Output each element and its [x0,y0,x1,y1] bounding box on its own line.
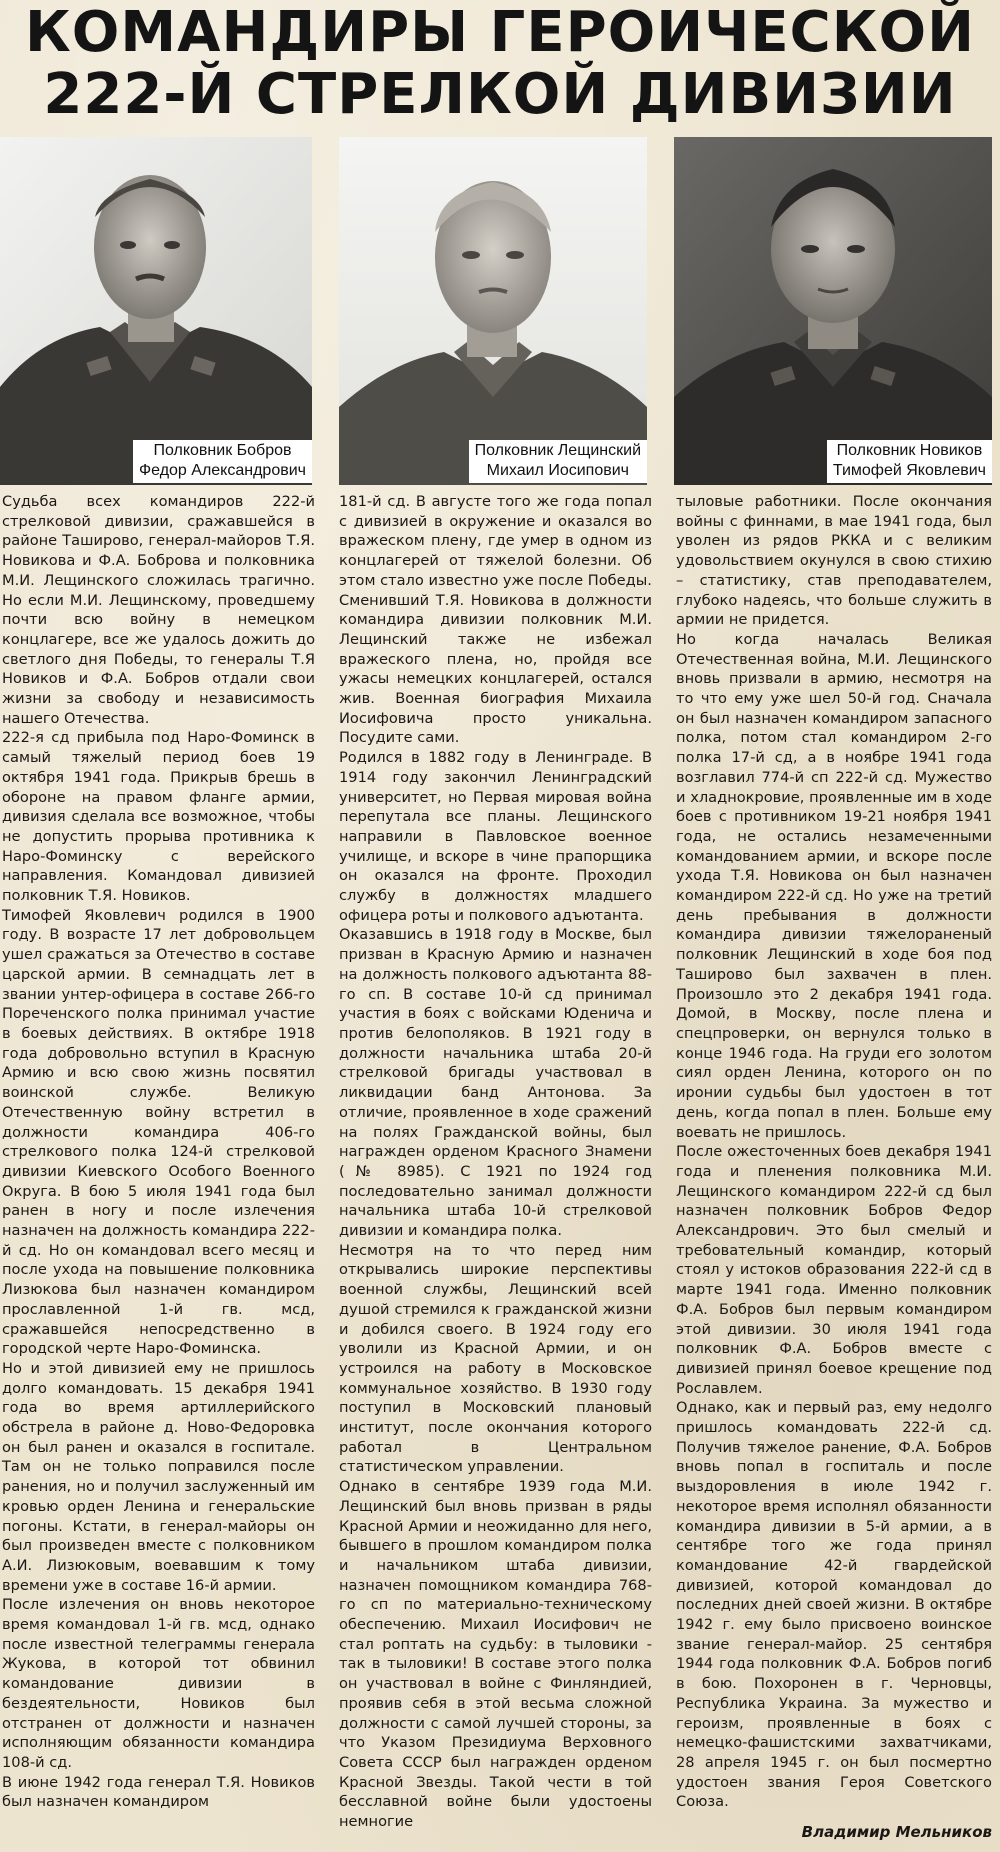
portrait-leshchinsky-image [339,137,647,485]
photo-caption-bobrov [133,440,312,483]
paragraph: Но когда началась Великая Отечественная война, М.И. Лещинского вновь призвали в армию, несмотря на то что ему уже шел 50-й год. Сначала он был назначен командиром запасного полка, потом стал командиром 2-го полка 17-й сд, а в ноябре 1941 года возглавил 774-й сп 222-й сд. Мужество и хладнокровие, проявленные им в ходе боев с противником 19-21 ноября 1941 года, не остались незамеченными командованием армии, и вскоре после ухода Т.Я. Новикова он был назначен командиром 222-й сд. Но уже на третий день пребывания в должности командира дивизии тяжелораненый полковник Лещинский в ходе боя под Таширово был захвачен в плен. Произошло это 2 декабря 1941 года. Домой, в Москву, после плена и спецпроверки, он вернулся только в конце 1946 года. На груди его золотом сиял орден Ленина, которого он по иронии судьбы был удостоен в тот день, когда попал в плен. Больше ему воевать не пришлось. [676,630,992,1141]
article-column-1 [2,492,315,1822]
photo-caption-leshchinsky [469,440,647,483]
portrait-novikov-image [674,137,992,485]
title-line-2: 222-Й СТРЕЛКОЙ ДИВИЗИИ [43,62,957,127]
page-title [0,2,1000,126]
portrait-photo-novikov [674,137,992,485]
paragraph: Сменивший Т.Я. Новикова в должности командира дивизии полковник М.И. Лещинский также не избежал вражеского плена, но, пройдя все ужасы немецких концлагерей, остался жив. Военная биография Михаила Иосифовича просто уникальна. Посудите сами. [339,591,652,747]
article-column-3 [676,492,992,1811]
paragraph: 181-й сд. В августе того же года попал с дивизией в окружение и оказался во вражеском плену, где умер в одном из концлагерей от тяжелой болезни. Об этом стало известно уже после Победы. [339,493,652,589]
paragraph: В июне 1942 года генерал Т.Я. Новиков был назначен командиром [2,1773,315,1811]
paragraph: Оказавшись в 1918 году в Москве, был призван в Красную Армию и назначен на должность полкового адъютанта 88-го сп. В составе 10-й сд принимал участия в боях с войсками Юденича и против белополяков. В 1921 году в должности начальника штаба 20-й стрелковой бригады участвовал в ликвидации банд Антонова. За отличие, проявленное в ходе сражений на полях Гражданской войны, был награжден орденом Красного Знамени (№ 8985). С 1921 по 1924 год последовательно занимал должности начальника штаба 10-й стрелковой дивизии и командира полка. [339,926,652,1240]
author-byline: Владимир Мельников [801,1823,992,1841]
paragraph: Судьба всех командиров 222-й стрелковой дивизии, сражавшейся в районе Таширово, генерал-майоров Т.Я. Новикова и Ф.А. Боброва и полковника М.И. Лещинского сложилась трагично. Но если М.И. Лещинскому, проведшему почти всю войну в немецком концлагере, все же удалось дожить до светлого дня Победы, то генералы Т.Я Новиков и Ф.А. Бобров отдали свои жизни за свободу и независимость нашего Отечества. [2,493,315,727]
caption-rank: Полковник Лещинский [474,442,641,459]
paragraph: Но и этой дивизией ему не пришлось долго командовать. 15 декабря 1941 года во время артиллерийского обстрела в районе д. Ново-Федоровка он был ранен и оказался в госпитале. Там он не только поправился после ранения, но и получил заслуженный им кровью орден Ленина и генеральские погоны. Кстати, в генерал-майоры он был произведен вместе с полковником А.И. Лизюковым, воевавшим к тому времени уже в составе 16-й армии. [2,1359,315,1594]
paragraph: тыловые работники. После окончания войны с финнами, в мае 1941 года, был уволен из рядов РККА и с великим удовольствием окунулся в свою стихию – статистику, став преподавателем, глубоко надеясь, что больше служить в армии не придется. [676,493,992,629]
paragraph: Однако в сентябре 1939 года М.И. Лещинский был вновь призван в ряды Красной Армии и неожиданно для него, бывшего в прошлом командиром полка и начальником штаба дивизии, назначен помощником командира 768-го сп по материально-техническому обеспечению. Михаил Иосифович не стал роптать на судьбу: в тыловики - так в тыловики! В составе этого полка он участвовал в войне с Финляндией, проявив себя в этой весьма сложной должности с самой лучшей стороны, за что Указом Президиума Верховного Совета СССР был награжден орденом Красной Звезды. Такой чести в той бесславной войне были удостоены немногие [339,1478,652,1831]
paragraph: Однако, как и первый раз, ему недолго пришлось командовать 222-й сд. Получив тяжелое ранение, Ф.А. Бобров вновь попал в госпиталь и после выздоровления в июле 1942 г. некоторое время исполнял обязанности командира дивизии в 5-й армии, а в сентябре того же года принял командование 42-й гвардейской дивизией, которой командовал до последних дней своей жизни. В октябре 1942 г. ему было присвоено воинское звание генерал-майор. 25 сентября 1944 года полковник Ф.А. Бобров погиб в бою. Похоронен в г. Черновцы, Республика Украина. За мужество и героизм, проявленные в боях с немецко-фашистскими захватчиками, 28 апреля 1945 г. он был посмертно удостоен звания Героя Советского Союза. [676,1399,992,1811]
paragraph: После излечения он вновь некоторое время командовал 1-й гв. мсд, однако после известной телеграммы генерала Жукова, в которой тот обвинил командование дивизии в бездеятельности, Новиков был отстранен от должности и назначен исполняющим обязанности командира 108-й сд. [2,1596,315,1771]
portrait-photo-leshchinsky [339,137,647,485]
caption-rank: Полковник Новиков [836,442,983,459]
paragraph: 222-я сд прибыла под Наро-Фоминск в самый тяжелый период боев 19 октября 1941 года. Прикрыв брешь в обороне на правом фланге армии, дивизия сделала все возможное, чтобы не допустить прорыва противника к Наро-Фоминску с верейского направления. Командовал дивизией полковник Т.Я. Новиков. [2,729,315,905]
paragraph: Несмотря на то что перед ним открывались широкие перспективы военной службы, Лещинский всей душой стремился к гражданской жизни и добился своего. В 1924 году его уволили из Красной Армии, и он устроился на работу в Московское коммунальное хозяйство. В 1930 году поступил в Московский плановый институт, после окончания которого работал в Центральном статистическом управлении. [339,1241,652,1476]
title-line-1: КОМАНДИРЫ ГЕРОИЧЕСКОЙ [25,0,975,65]
paragraph: После ожесточенных боев декабря 1941 года и пленения полковника М.И. Лещинского командиром 222-й сд был назначен полковник Бобров Федор Александрович. Это был смелый и требовательный командир, который стоял у истоков образования 222-й сд в марте 1941 года. Именно полковник Ф.А. Бобров был первым командиром этой дивизии. 30 июля 1941 года полковник Ф.А. Бобров вместе с дивизией принял боевое крещение под Рославлем. [676,1143,992,1397]
portrait-photo-bobrov [0,137,312,485]
photo-caption-novikov [827,440,992,483]
article-column-2 [339,492,652,1831]
paragraph: Родился в 1882 году в Ленинграде. В 1914 году закончил Ленинградский университет, но Первая мировая война перепутала все планы. Лещинского направили в Павловское военное училище, и вскоре в чине прапорщика он оказался на фронте. Проходил службу в должностях младшего офицера роты и полкового адъютанта. [339,749,652,924]
portrait-bobrov-image [0,137,312,485]
paragraph: Тимофей Яковлевич родился в 1900 году. В возрасте 17 лет добровольцем ушел сражаться за Отечество в составе царской армии. В семнадцать лет в звании унтер-офицера в составе 266-го Пореченского полка принимал участие в боевых действиях. В октябре 1918 года добровольно вступил в Красную Армию и всю свою жизнь посвятил воинской службе. Великую Отечественную войну встретил в должности командира 406-го стрелкового полка 124-й стрелковой дивизии Киевского Особого Военного Округа. В бою 5 июля 1941 года был ранен в ногу и после излечения назначен на должность командира 222-й сд. Но он командовал всего месяц и после ухода на повышение полковника Лизюкова был назначен командиром прославленной 1-й гв. мсд, сражавшейся непосредственно в городской черте Наро-Фоминска. [2,906,315,1358]
caption-name: Тимофей Яковлевич [832,462,986,479]
caption-rank: Полковник Бобров [153,442,292,459]
caption-name: Михаил Иосипович [486,462,629,479]
caption-name: Федор Александрович [138,462,306,479]
